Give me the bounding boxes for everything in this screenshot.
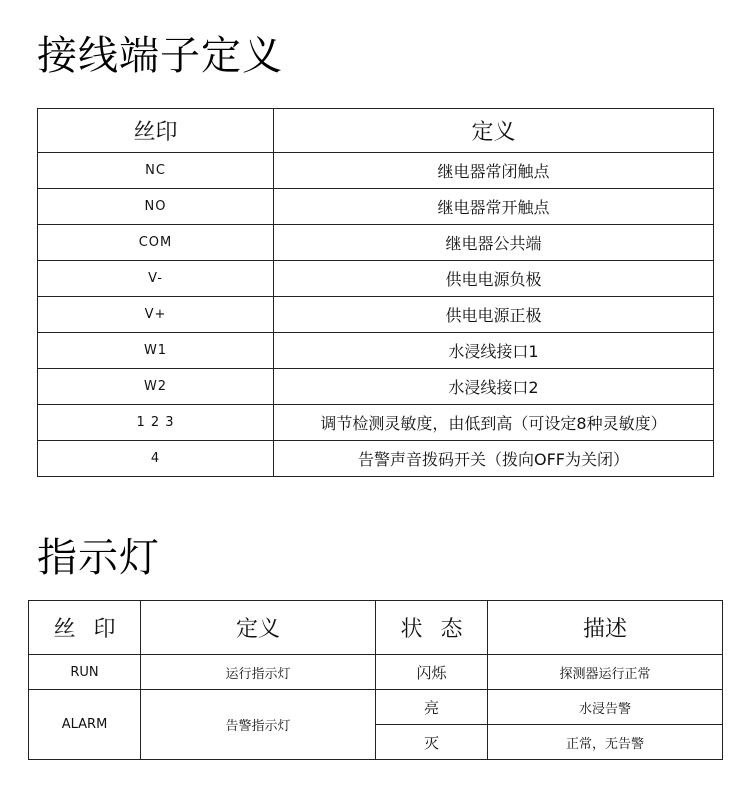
column-header-state: 状态 <box>376 601 488 655</box>
table-header-row <box>38 109 714 153</box>
silk-cell: V+ <box>38 297 274 333</box>
description-cell: 正常，无告警 <box>488 725 723 760</box>
column-header-definition: 定义 <box>274 109 714 153</box>
table-row <box>38 441 714 477</box>
table-header-row <box>29 601 723 655</box>
definition-cell: 告警声音拨码开关（拨向OFF为关闭） <box>274 441 714 477</box>
wiring-terminal-title: 接线端子定义 <box>37 33 283 79</box>
silk-cell: 4 <box>38 441 274 477</box>
silk-cell: ALARM <box>29 690 141 760</box>
silk-cell: 1 2 3 <box>38 405 274 441</box>
definition-cell: 调节检测灵敏度，由低到高（可设定8种灵敏度） <box>274 405 714 441</box>
table-row <box>38 189 714 225</box>
definition-cell: 水浸线接口2 <box>274 369 714 405</box>
definition-cell: 告警指示灯 <box>141 690 376 760</box>
description-cell: 探测器运行正常 <box>488 655 723 690</box>
indicator-light-table <box>28 600 723 760</box>
definition-cell: 供电电源负极 <box>274 261 714 297</box>
indicator-light-title: 指示灯 <box>37 535 160 581</box>
silk-cell: NO <box>38 189 274 225</box>
wiring-terminal-table <box>37 108 714 477</box>
silk-cell: COM <box>38 225 274 261</box>
silk-cell: V- <box>38 261 274 297</box>
table-row <box>38 153 714 189</box>
silk-cell: W2 <box>38 369 274 405</box>
column-header-silk: 丝印 <box>29 601 141 655</box>
table-row <box>29 690 723 725</box>
state-cell: 亮 <box>376 690 488 725</box>
silk-cell: NC <box>38 153 274 189</box>
description-cell: 水浸告警 <box>488 690 723 725</box>
silk-cell: RUN <box>29 655 141 690</box>
state-cell: 闪烁 <box>376 655 488 690</box>
table-row <box>38 261 714 297</box>
table-row <box>38 333 714 369</box>
definition-cell: 水浸线接口1 <box>274 333 714 369</box>
table-row <box>38 405 714 441</box>
column-header-silk: 丝印 <box>38 109 274 153</box>
table-row <box>38 297 714 333</box>
table-row <box>38 369 714 405</box>
definition-cell: 供电电源正极 <box>274 297 714 333</box>
definition-cell: 继电器常闭触点 <box>274 153 714 189</box>
table-row <box>38 225 714 261</box>
definition-cell: 继电器公共端 <box>274 225 714 261</box>
silk-cell: W1 <box>38 333 274 369</box>
column-header-definition: 定义 <box>141 601 376 655</box>
column-header-description: 描述 <box>488 601 723 655</box>
definition-cell: 继电器常开触点 <box>274 189 714 225</box>
state-cell: 灭 <box>376 725 488 760</box>
definition-cell: 运行指示灯 <box>141 655 376 690</box>
table-row <box>29 655 723 690</box>
